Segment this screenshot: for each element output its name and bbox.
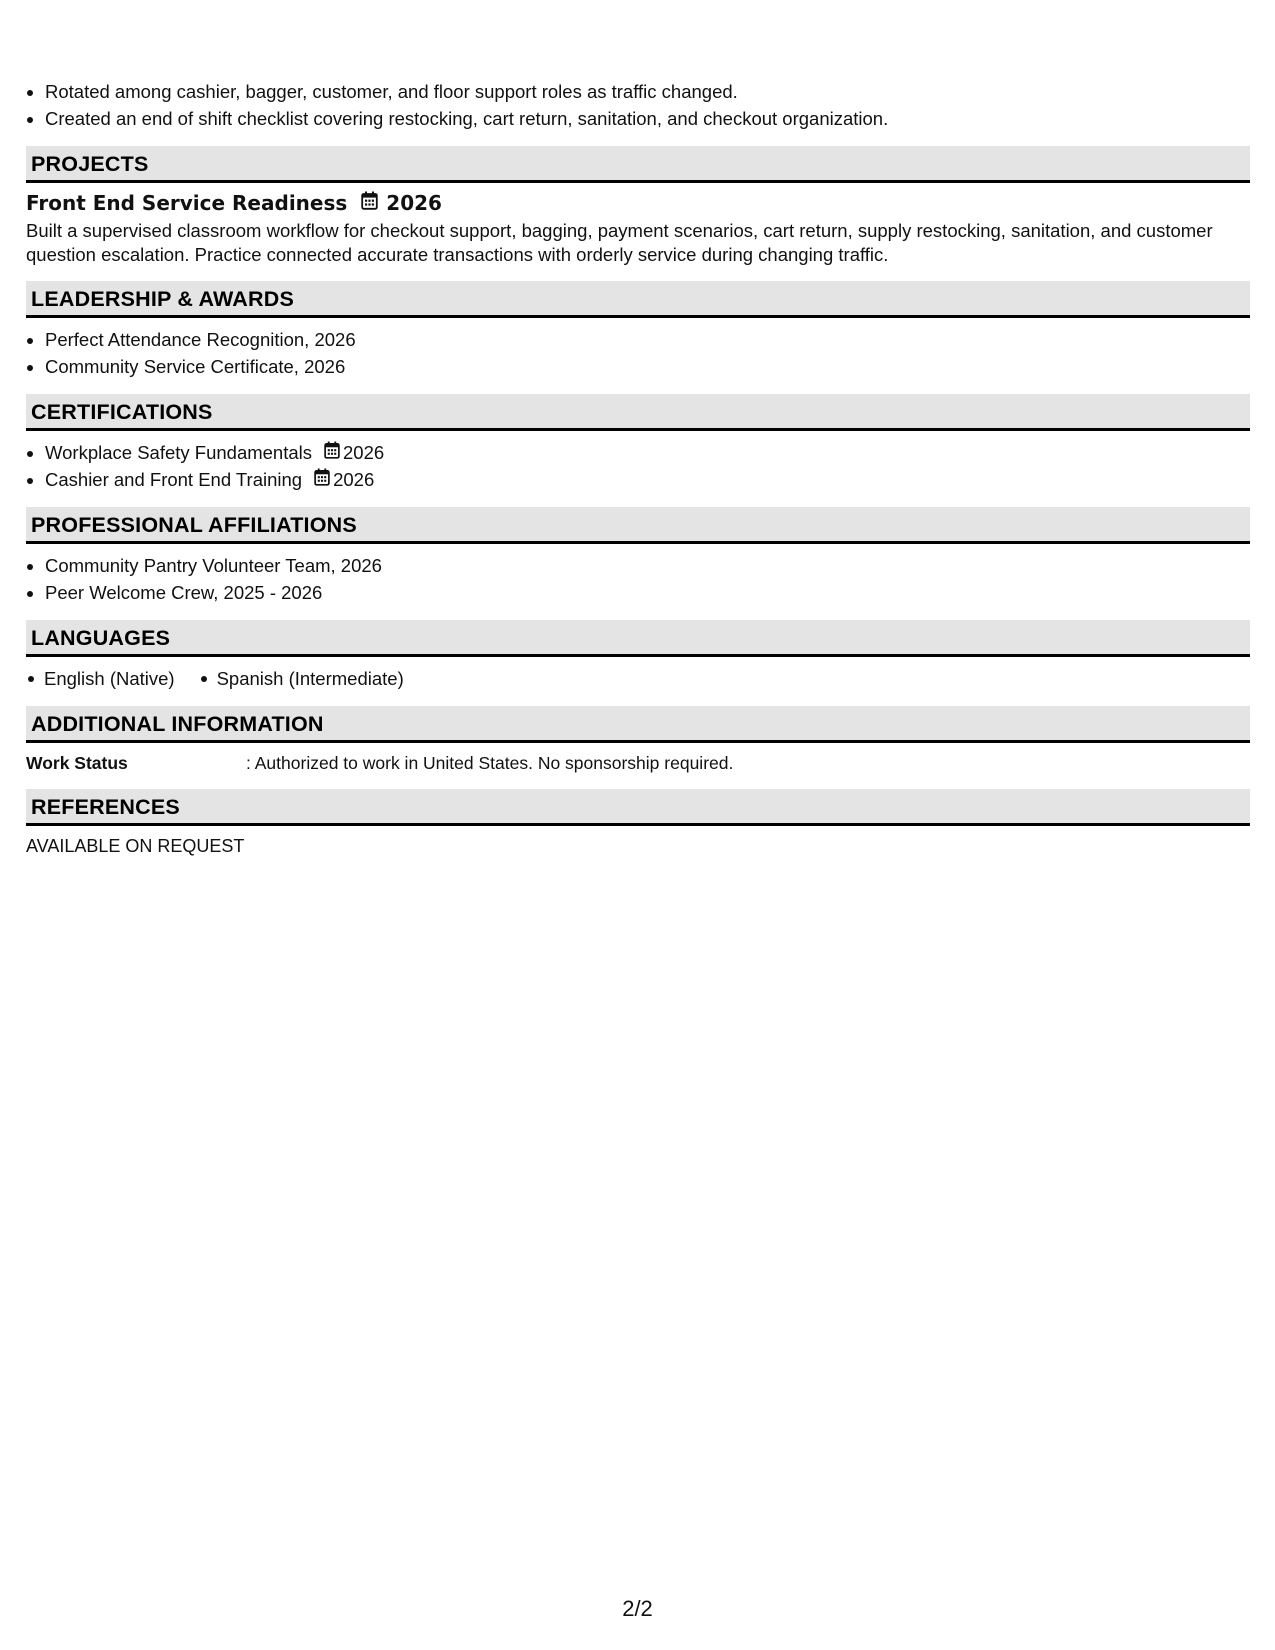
section-title: REFERENCES <box>31 794 180 819</box>
info-label: Work Status <box>26 753 128 773</box>
leadership-section <box>26 281 1250 380</box>
section-header <box>26 281 1250 318</box>
section-header <box>26 146 1250 183</box>
section-header <box>26 507 1250 544</box>
list-item: • Perfect Attendance Recognition, 2026 <box>45 326 1250 353</box>
info-row <box>26 751 1250 775</box>
languages-section <box>26 620 1250 692</box>
project-description: Built a supervised classroom workflow for checkout support, bagging, payment scenarios, cart return, supply restocking, sanitation, and customer question escalation. Practice connected accurate transactions with orderly service during changing traffic. <box>26 220 1213 265</box>
list-item: • Community Service Certificate, 2026 <box>45 353 1250 380</box>
list-item: Spanish (Intermediate) <box>199 665 404 692</box>
experience-continued-list <box>26 78 1250 132</box>
section-header <box>26 394 1250 431</box>
project-title: Front End Service Readiness <box>26 191 348 215</box>
references-section <box>26 789 1250 858</box>
list-item <box>45 439 1250 466</box>
section-title: ADDITIONAL INFORMATION <box>31 711 324 736</box>
languages-list <box>26 665 1250 692</box>
calendar-icon <box>324 439 340 466</box>
certifications-section <box>26 394 1250 493</box>
list-item: • Created an end of shift checklist covering restocking, cart return, sanitation, and checkout organization. <box>45 105 1250 132</box>
list-item: English (Native) <box>26 665 175 692</box>
page-number: 2/2 <box>622 1596 653 1621</box>
section-title: PROJECTS <box>31 151 149 176</box>
certification-name: Workplace Safety Fundamentals <box>45 442 313 463</box>
info-value: : Authorized to work in United States. No sponsorship required. <box>246 753 734 773</box>
calendar-icon <box>314 466 330 493</box>
awards-list <box>26 326 1250 380</box>
section-header <box>26 789 1250 826</box>
references-text: AVAILABLE ON REQUEST <box>26 836 245 856</box>
section-title: PROFESSIONAL AFFILIATIONS <box>31 512 357 537</box>
resume-page <box>26 78 1250 858</box>
project-date: 2026 <box>386 191 442 215</box>
section-header <box>26 620 1250 657</box>
certifications-list <box>26 439 1250 493</box>
additional-info-section <box>26 706 1250 775</box>
section-title: CERTIFICATIONS <box>31 399 213 424</box>
affiliations-list <box>26 552 1250 606</box>
project-title-row <box>26 189 1250 217</box>
section-title: LANGUAGES <box>31 625 171 650</box>
list-item: • Community Pantry Volunteer Team, 2026 <box>45 552 1250 579</box>
list-item: • Rotated among cashier, bagger, customer, and floor support roles as traffic changed. <box>45 78 1250 105</box>
certification-date: 2026 <box>343 442 385 463</box>
affiliations-section <box>26 507 1250 606</box>
certification-name: Cashier and Front End Training <box>45 469 303 490</box>
calendar-icon <box>361 189 378 217</box>
projects-section <box>26 146 1250 267</box>
list-item <box>45 466 1250 493</box>
section-title: LEADERSHIP & AWARDS <box>31 286 295 311</box>
section-header <box>26 706 1250 743</box>
certification-date: 2026 <box>333 469 375 490</box>
list-item: • Peer Welcome Crew, 2025 - 2026 <box>45 579 1250 606</box>
